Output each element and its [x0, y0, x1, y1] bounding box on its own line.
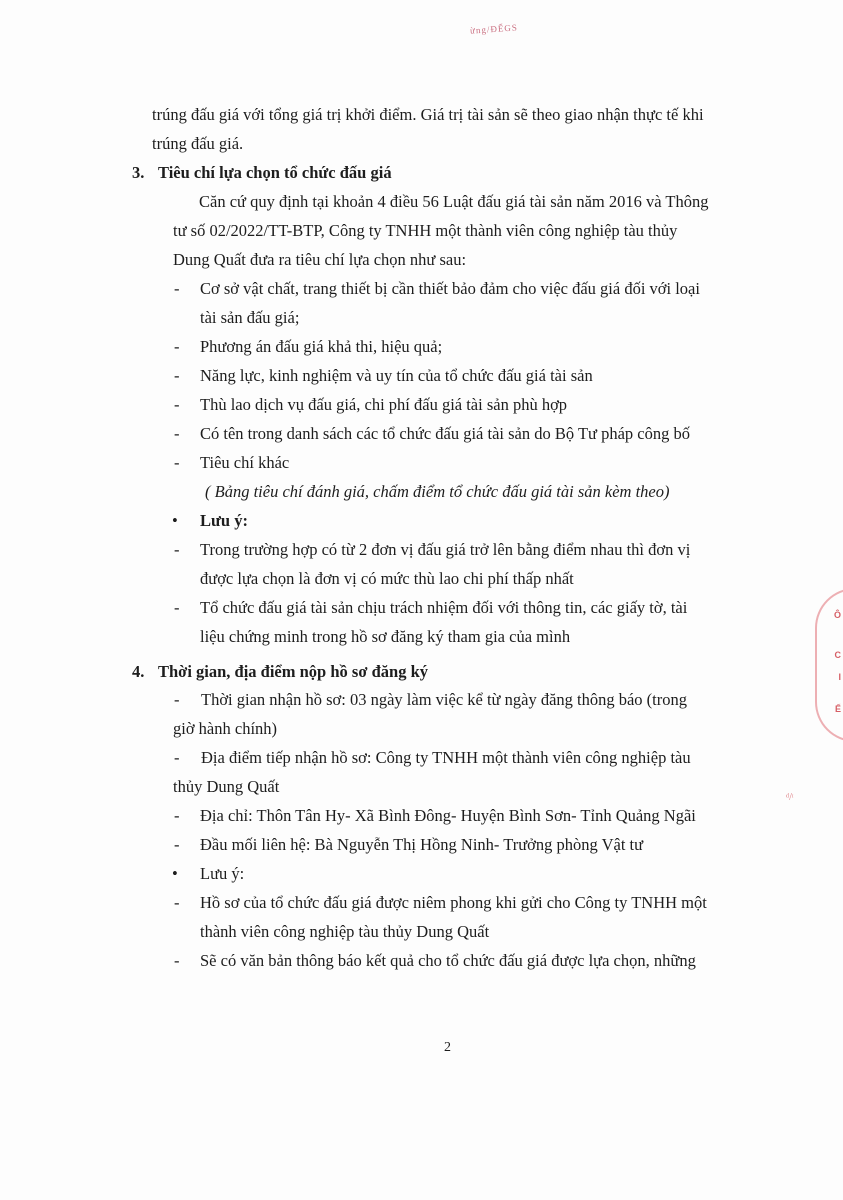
section-title: Thời gian, địa điểm nộp hồ sơ đăng ký [158, 662, 428, 681]
note-item: thành viên công nghiệp tàu thủy Dung Quất [200, 922, 490, 941]
list-item: Năng lực, kinh nghiệm và uy tín của tổ chức đấu giá tài sản [200, 366, 593, 385]
dash-bullet: - [174, 540, 180, 559]
list-item: Đầu mối liên hệ: Bà Nguyễn Thị Hồng Ninh- Trưởng phòng Vật tư [200, 835, 644, 854]
paragraph-line: Căn cứ quy định tại khoản 4 điều 56 Luật đấu giá tài sản năm 2016 và Thông [199, 192, 709, 211]
section-number: 3. [132, 163, 145, 182]
note-label: Lưu ý: [200, 511, 248, 530]
list-item: Tiêu chí khác [200, 453, 290, 472]
section-number: 4. [132, 662, 145, 681]
note-item: được lựa chọn là đơn vị có mức thù lao chi phí thấp nhất [200, 569, 574, 588]
dot-bullet: • [172, 511, 178, 530]
dot-bullet: • [172, 864, 178, 883]
list-item: tài sản đấu giá; [200, 308, 300, 327]
list-item: Cơ sở vật chất, trang thiết bị cần thiết bảo đảm cho việc đấu giá đối với loại [200, 279, 700, 298]
dash-bullet: - [174, 366, 180, 385]
note-item: Hồ sơ của tổ chức đấu giá được niêm phong khi gửi cho Công ty TNHH một [200, 893, 707, 912]
stamp-char: Ô [833, 610, 841, 620]
stamp-char: C [834, 650, 841, 660]
dash-bullet: - [174, 337, 180, 356]
dash-bullet: - [174, 806, 180, 825]
list-item: Thù lao dịch vụ đấu giá, chi phí đấu giá tài sản phù hợp [200, 395, 568, 414]
dash-bullet: - [174, 893, 180, 912]
dash-bullet: - [174, 598, 180, 617]
handwritten-header-mark: ừng/ĐẾGS [469, 22, 519, 36]
stamp-char: I [838, 672, 841, 682]
dash-bullet: - [174, 951, 180, 970]
dash-bullet: - [174, 279, 180, 298]
list-item: Địa điểm tiếp nhận hồ sơ: Công ty TNHH một thành viên công nghiệp tàu [201, 748, 691, 767]
list-item: Có tên trong danh sách các tổ chức đấu giá tài sản do Bộ Tư pháp công bố [200, 424, 690, 443]
dash-bullet: - [174, 424, 180, 443]
dash-bullet: - [174, 748, 180, 767]
paragraph-line: tư số 02/2022/TT-BTP, Công ty TNHH một thành viên công nghiệp tàu thủy [173, 221, 678, 240]
list-item: Phương án đấu giá khả thi, hiệu quả; [200, 337, 443, 356]
margin-mark: ᵈ/ᶦ [786, 792, 794, 803]
list-item: giờ hành chính) [173, 719, 278, 738]
dash-bullet: - [174, 453, 180, 472]
paragraph-line: Dung Quất đưa ra tiêu chí lựa chọn như sau: [173, 250, 467, 269]
list-item: thủy Dung Quất [173, 777, 280, 796]
list-item: Thời gian nhận hồ sơ: 03 ngày làm việc kể từ ngày đăng thông báo (trong [201, 690, 688, 709]
stamp-char: Ế [834, 704, 841, 714]
note-item: Trong trường hợp có từ 2 đơn vị đấu giá trở lên bằng điểm nhau thì đơn vị [200, 540, 691, 559]
paragraph-line: trúng đấu giá với tổng giá trị khởi điểm. Giá trị tài sản sẽ theo giao nhận thực tế khi [152, 105, 704, 124]
list-item: Địa chỉ: Thôn Tân Hy- Xã Bình Đông- Huyện Bình Sơn- Tỉnh Quảng Ngãi [200, 806, 696, 825]
note-item: Sẽ có văn bản thông báo kết quả cho tổ chức đấu giá được lựa chọn, những [200, 951, 696, 970]
attachment-note: ( Bảng tiêu chí đánh giá, chấm điểm tổ chức đấu giá tài sản kèm theo) [205, 482, 670, 501]
note-label: Lưu ý: [200, 864, 245, 883]
note-item: Tổ chức đấu giá tài sản chịu trách nhiệm đối với thông tin, các giấy tờ, tài [200, 598, 688, 617]
section-title: Tiêu chí lựa chọn tổ chức đấu giá [158, 163, 392, 182]
note-item: liệu chứng minh trong hồ sơ đăng ký tham gia của mình [200, 627, 571, 646]
page-number: 2 [444, 1040, 451, 1055]
paragraph-line: trúng đấu giá. [152, 134, 244, 153]
dash-bullet: - [174, 395, 180, 414]
dash-bullet: - [174, 835, 180, 854]
dash-bullet: - [174, 690, 180, 709]
